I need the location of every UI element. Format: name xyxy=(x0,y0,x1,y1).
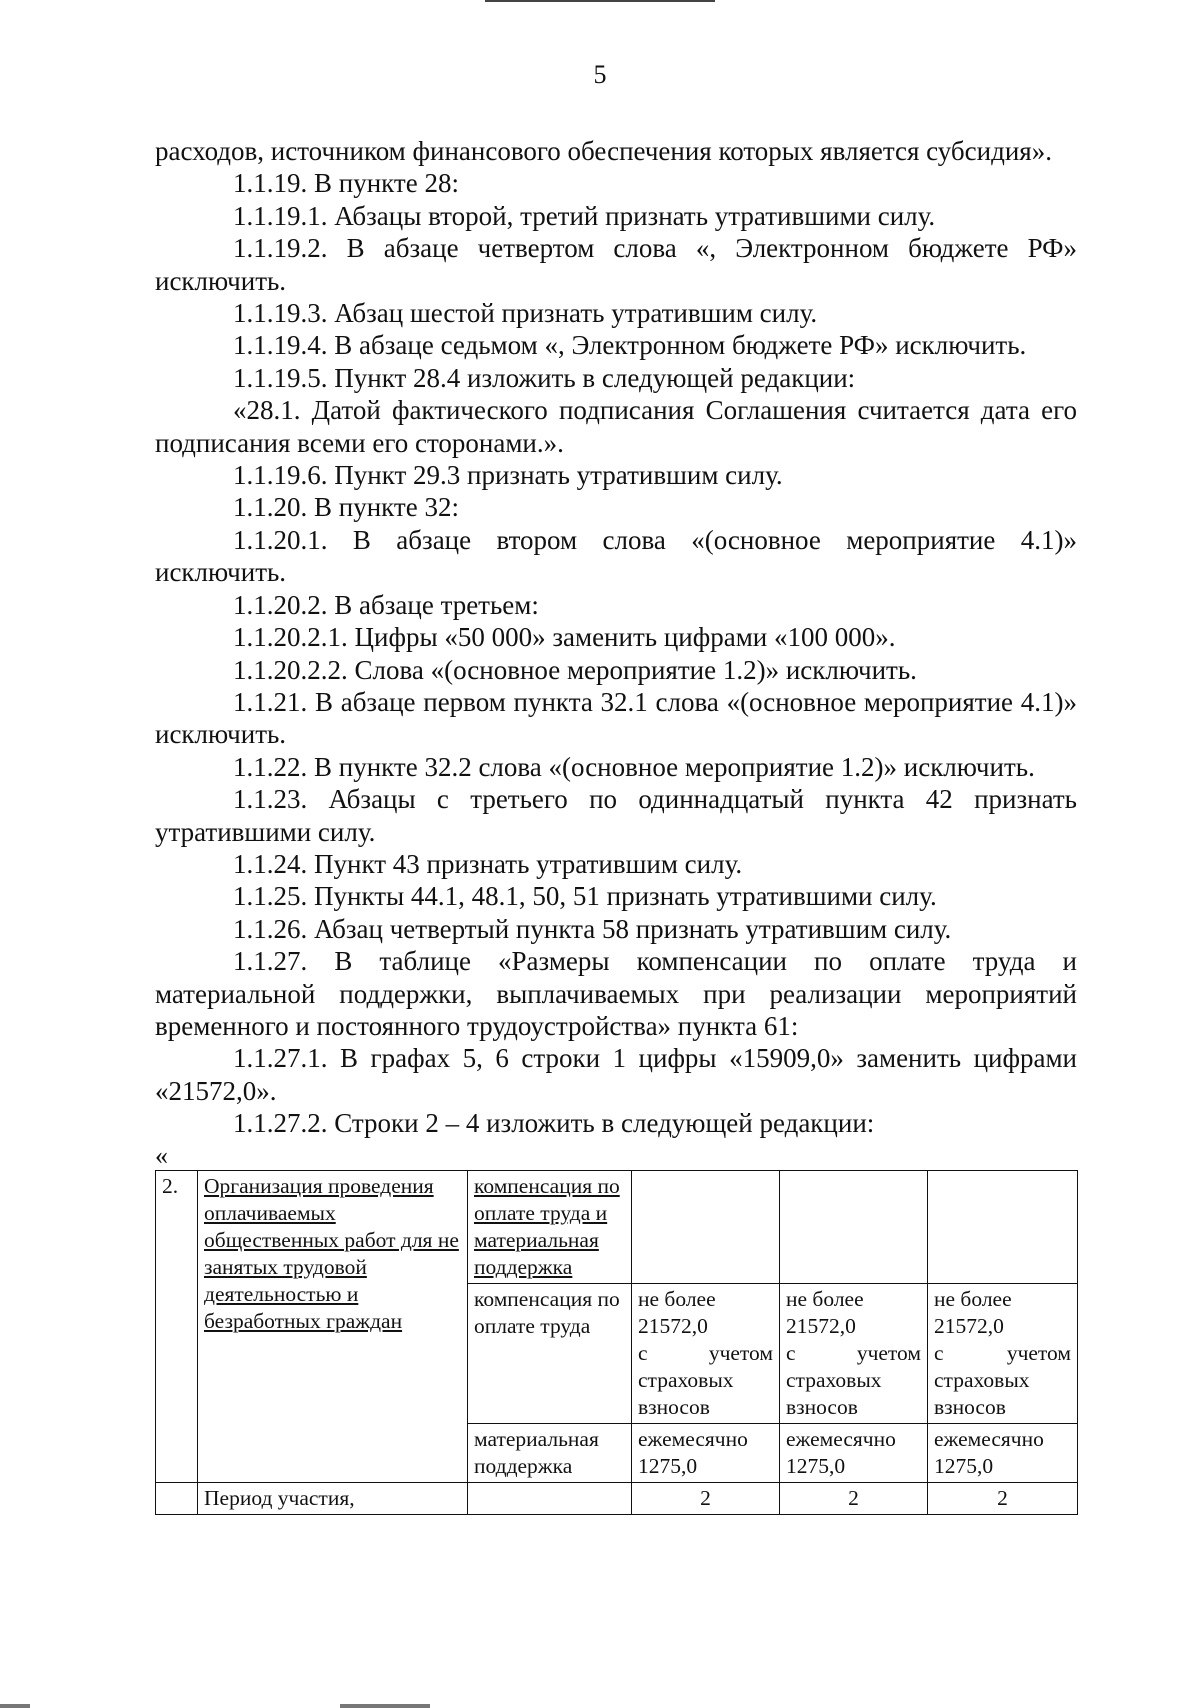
wage-with-left: с xyxy=(786,1340,796,1365)
wage-tail-line: страховых xyxy=(786,1367,882,1392)
activity-cell xyxy=(198,1170,468,1482)
wage-value-cell xyxy=(928,1283,1078,1423)
support-line: ежемесячно xyxy=(934,1426,1044,1451)
empty-cell xyxy=(156,1482,198,1514)
paragraph: «28.1. Датой фактического подписания Соглашения считается дата его подписания всеми его сторонами.». xyxy=(155,395,1077,458)
paragraph: 1.1.27. В таблице «Размеры компенсации по оплате труда и материальной поддержки, выплачиваемых при реализации мероприятий временного и постоянного трудоустройства» пункта 61: xyxy=(155,946,1077,1041)
wage-tail-line: страховых xyxy=(638,1367,734,1392)
paragraph: 1.1.19.4. В абзаце седьмом «, Электронном бюджете РФ» исключить. xyxy=(233,330,1027,361)
support-line: ежемесячно xyxy=(638,1426,748,1451)
support-line: 1275,0 xyxy=(934,1453,994,1478)
wage-value-line: не более xyxy=(638,1286,716,1311)
amendment-table xyxy=(155,1170,1078,1515)
paragraph: 1.1.20.1. В абзаце втором слова «(основное мероприятие 4.1)» исключить. xyxy=(155,524,1077,588)
wage-with-left: с xyxy=(934,1340,944,1365)
table-row xyxy=(156,1170,1078,1283)
paragraph: 1.1.19.1. Абзацы второй, третий признать утратившими силу. xyxy=(233,200,936,231)
paragraph: 1.1.27.2. Строки 2 – 4 изложить в следующей редакции: xyxy=(233,1108,875,1139)
wage-value-line: 21572,0 xyxy=(934,1313,1004,1338)
empty-cell xyxy=(468,1482,632,1514)
top-edge-line xyxy=(485,0,715,2)
type-combined-cell xyxy=(468,1170,632,1283)
wage-value-line: 21572,0 xyxy=(786,1313,856,1338)
wage-value-cell xyxy=(632,1283,780,1423)
wage-with-right: учетом xyxy=(856,1340,921,1365)
wage-with-left: с xyxy=(638,1340,648,1365)
scan-bottom-edge xyxy=(0,1702,1200,1708)
paragraph: 1.1.20. В пункте 32: xyxy=(233,492,459,523)
empty-cell xyxy=(928,1170,1078,1283)
support-value-cell xyxy=(780,1423,928,1482)
paragraph: 1.1.24. Пункт 43 признать утратившим силу. xyxy=(233,848,743,879)
wage-with-right: учетом xyxy=(1006,1340,1071,1365)
paragraph: 1.1.23. Абзацы с третьего по одиннадцатый пункта 42 признать утратившими силу. xyxy=(155,784,1077,847)
paragraph: 1.1.26. Абзац четвертый пункта 58 признать утратившим силу. xyxy=(233,913,952,944)
wage-tail-line: страховых xyxy=(934,1367,1030,1392)
period-value-cell: 2 xyxy=(928,1482,1078,1514)
paragraph: 1.1.21. В абзаце первом пункта 32.1 слова «(основное мероприятие 4.1)» исключить. xyxy=(155,686,1077,750)
wage-tail-line: взносов xyxy=(638,1394,710,1419)
paragraph: 1.1.19. В пункте 28: xyxy=(233,168,459,199)
type-wage-cell: компенсация по оплате труда xyxy=(468,1283,632,1423)
empty-cell xyxy=(632,1170,780,1283)
table-row xyxy=(156,1482,1078,1514)
paragraph: 1.1.20.2.2. Слова «(основное мероприятие 1.2)» исключить. xyxy=(233,654,917,685)
paragraph: 1.1.27.1. В графах 5, 6 строки 1 цифры «15909,0» заменить цифрами «21572,0». xyxy=(155,1043,1077,1106)
type-support-cell: материальная поддержка xyxy=(468,1423,632,1482)
paragraph: 1.1.25. Пункты 44.1, 48.1, 50, 51 признать утратившими силу. xyxy=(233,881,937,912)
wage-with-line xyxy=(638,1340,773,1367)
activity-text: Организация проведения оплачиваемых общественных работ для не занятых трудовой деятельностью и безработных граждан xyxy=(204,1173,459,1333)
paragraph: 1.1.22. В пункте 32.2 слова «(основное мероприятие 1.2)» исключить. xyxy=(233,751,1035,782)
support-line: 1275,0 xyxy=(638,1453,698,1478)
paragraph: 1.1.19.6. Пункт 29.3 признать утратившим силу. xyxy=(233,460,783,491)
period-value-cell: 2 xyxy=(780,1482,928,1514)
paragraph: 1.1.19.5. Пункт 28.4 изложить в следующей редакции: xyxy=(233,362,856,393)
type-combined-text: компенсация по оплате труда и материальная поддержка xyxy=(474,1173,620,1279)
document-body xyxy=(155,135,1077,1515)
support-line: 1275,0 xyxy=(786,1453,846,1478)
wage-with-right: учетом xyxy=(708,1340,773,1365)
support-line: ежемесячно xyxy=(786,1426,896,1451)
empty-cell xyxy=(780,1170,928,1283)
period-label-cell: Период участия, xyxy=(198,1482,468,1514)
wage-value-cell xyxy=(780,1283,928,1423)
support-value-cell xyxy=(632,1423,780,1482)
table-open-quote: « xyxy=(155,1140,168,1170)
wage-with-line xyxy=(934,1340,1071,1367)
paragraph-list xyxy=(155,135,1077,1140)
wage-tail-line: взносов xyxy=(786,1394,858,1419)
paragraph: 1.1.20.2.1. Цифры «50 000» заменить цифрами «100 000». xyxy=(233,622,896,653)
wage-tail-line: взносов xyxy=(934,1394,1006,1419)
paragraph: 1.1.19.2. В абзаце четвертом слова «, Электронном бюджете РФ» исключить. xyxy=(155,233,1077,296)
page-number: 5 xyxy=(593,60,607,89)
paragraph: 1.1.20.2. В абзаце третьем: xyxy=(233,589,539,620)
period-value-cell: 2 xyxy=(632,1482,780,1514)
row-number-cell: 2. xyxy=(156,1170,198,1482)
wage-value-line: 21572,0 xyxy=(638,1313,708,1338)
wage-value-line: не более xyxy=(786,1286,864,1311)
wage-with-line xyxy=(786,1340,921,1367)
paragraph: 1.1.19.3. Абзац шестой признать утратившим силу. xyxy=(233,298,818,329)
paragraph: расходов, источником финансового обеспечения которых является субсидия». xyxy=(155,136,1052,166)
wage-value-line: не более xyxy=(934,1286,1012,1311)
support-value-cell xyxy=(928,1423,1078,1482)
